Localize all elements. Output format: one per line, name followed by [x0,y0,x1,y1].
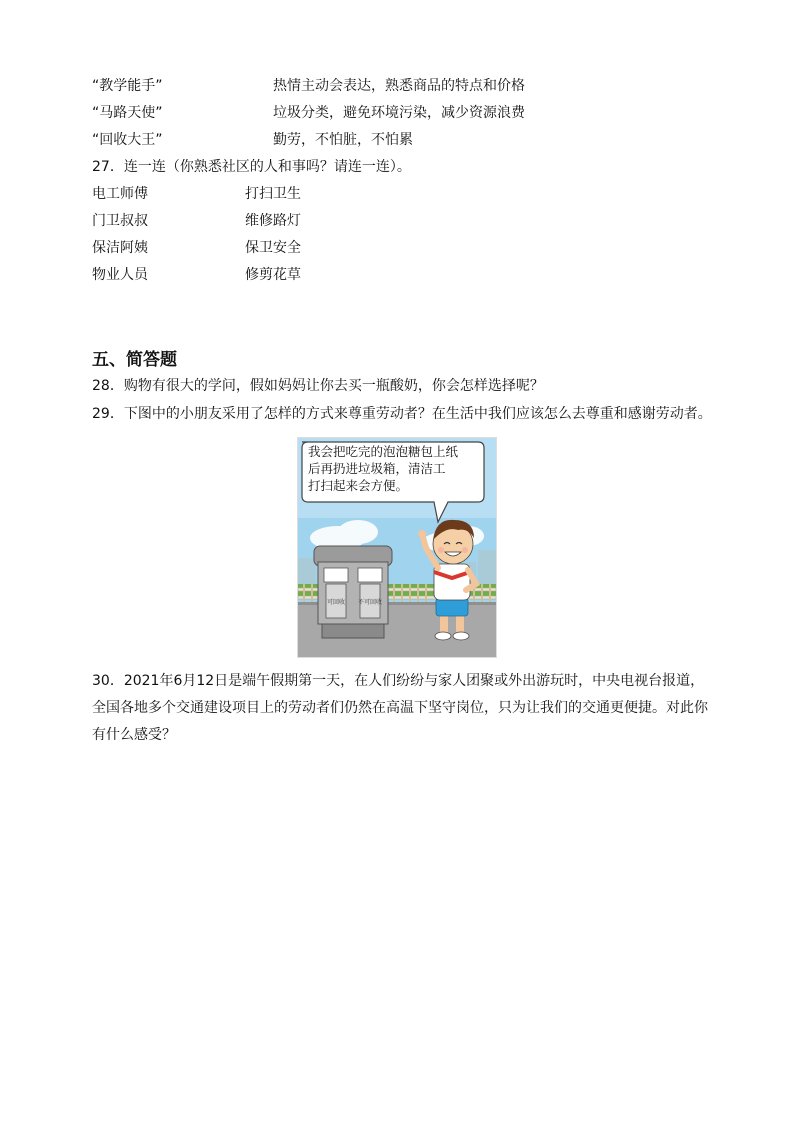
q27-left-3: 保洁阿姨 [92,240,148,256]
bin-label-left: 可回收 [326,599,346,606]
q27-right-3: 保卫安全 [245,240,301,256]
q27-left-4: 物业人员 [92,267,148,283]
q27-left-1: 电工师傅 [92,186,148,202]
q27-right-1: 打扫卫生 [245,186,301,202]
question-30-line-2: 全国各地多个交通建设项目上的劳动者们仍然在高温下坚守岗位，只为让我们的交通更便捷。对此你 [92,700,708,716]
bin-label-right: 不可回收 [357,599,383,606]
question-27: 27．连一连（你熟悉社区的人和事吗？请连一连）。 [92,159,411,175]
q27-left-2: 门卫叔叔 [92,213,148,229]
question-29: 29．下图中的小朋友采用了怎样的方式来尊重劳动者？在生活中我们应该怎么去尊重和感谢劳动者。 [92,406,712,422]
match-left-1: “教学能手” [92,78,163,94]
section-heading: 五、简答题 [92,350,177,370]
illustration [297,437,497,658]
match-right-2: 垃圾分类，避免环境污染，减少资源浪费 [273,105,525,121]
question-30-line-3: 有什么感受？ [92,727,176,743]
question-30-line-1: 30．2021年6月12日是端午假期第一天，在人们纷纷与家人团聚或外出游玩时，中央电视台报道， [92,673,705,689]
speech-bubble-text: 我会把吃完的泡泡糖包上纸 后再扔进垃圾箱，清洁工 打扫起来会方便。 [308,444,459,493]
match-left-3: “回收大王” [92,132,163,148]
trash-bin-icon [314,546,392,638]
question-28: 28．购物有很大的学问，假如妈妈让你去买一瓶酸奶，你会怎样选择呢？ [92,378,544,394]
match-right-1: 热情主动会表达，熟悉商品的特点和价格 [273,78,525,94]
q27-right-4: 修剪花草 [245,267,301,283]
match-right-3: 勤劳，不怕脏，不怕累 [273,132,413,148]
match-left-2: “马路天使” [92,105,163,121]
q27-right-2: 维修路灯 [245,213,301,229]
